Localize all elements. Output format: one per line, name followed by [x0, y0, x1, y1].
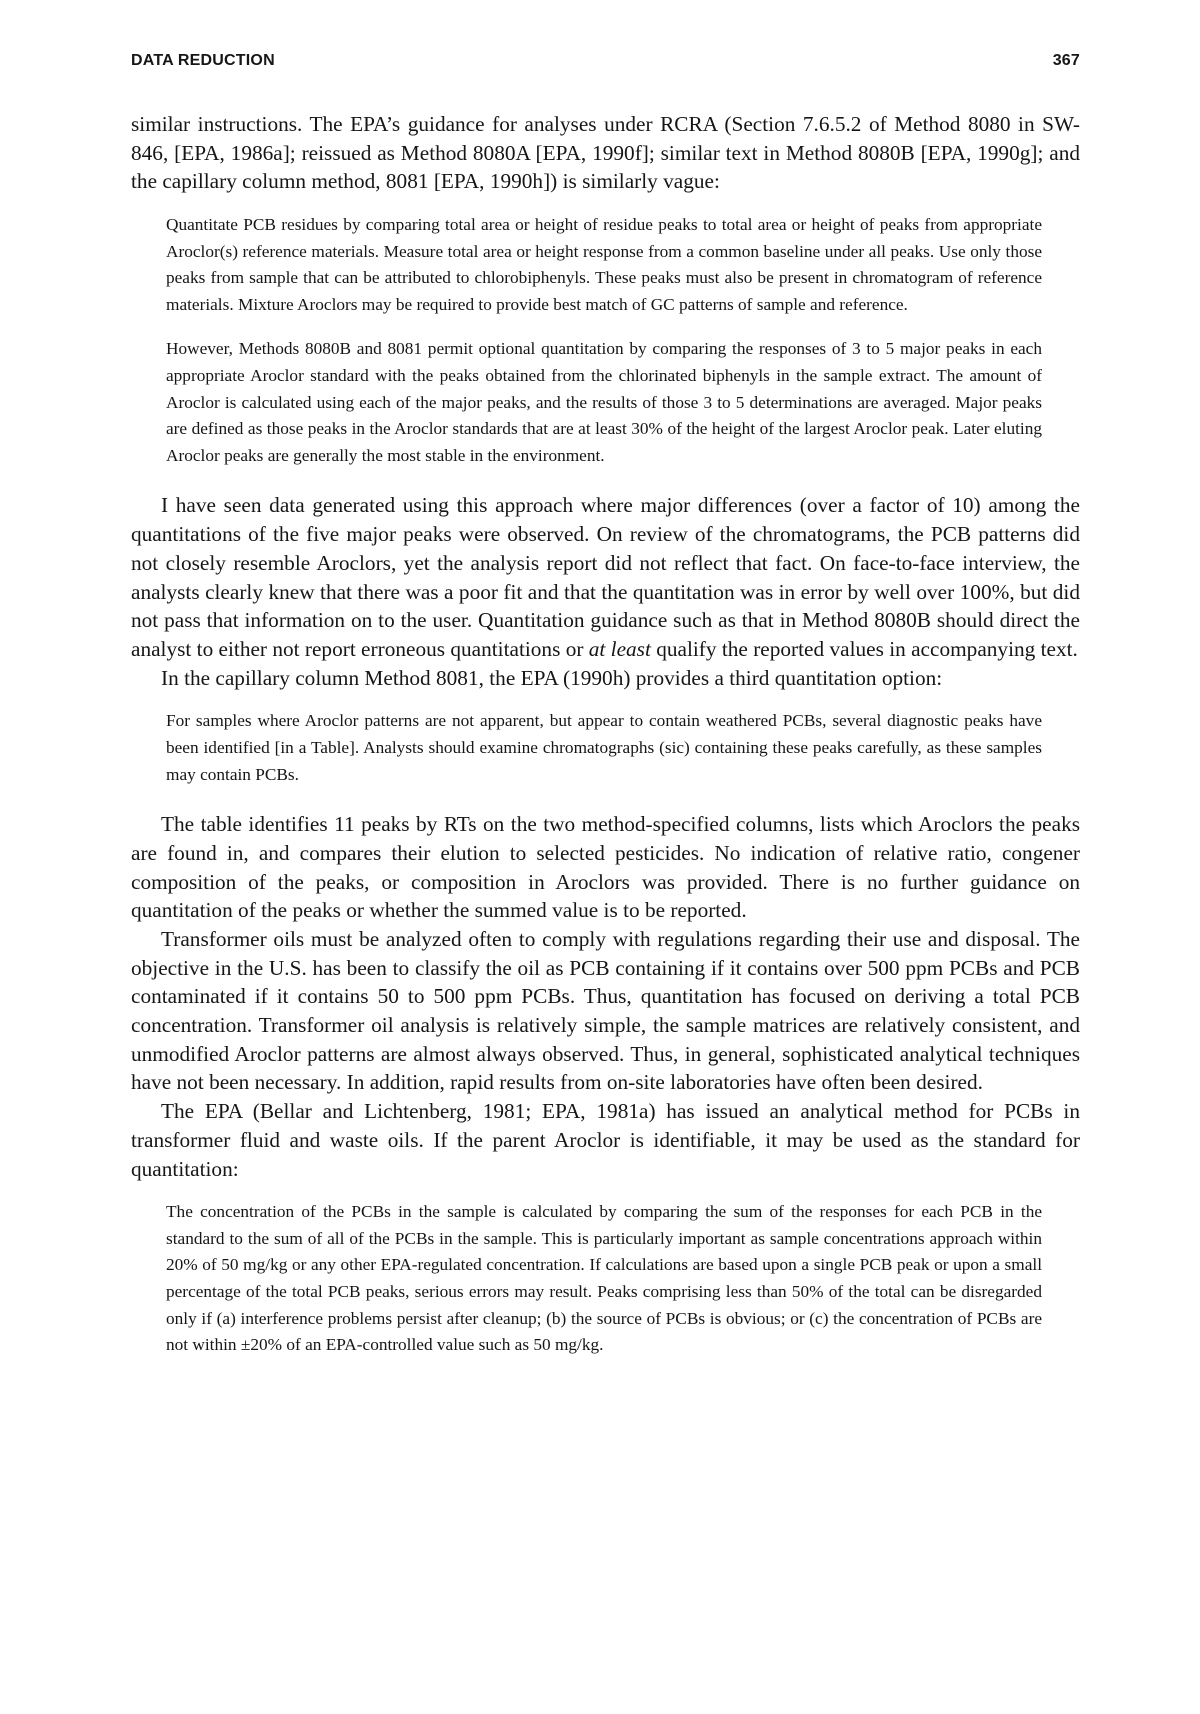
- block-quote-optional-quantitation: However, Methods 8080B and 8081 permit optional quantitation by comparing the responses of 3 to 5 major peaks in each appropriate Aroclor standard with the peaks obtained from the chlorinated biphenyls in the sample extract. The amount of Aroclor is calculated using each of the major peaks, and the results of those 3 to 5 determinations are averaged. Major peaks are defined as those peaks in the Aroclor standards that are at least 30% of the height of the largest Aroclor peak. Later eluting Aroclor peaks are generally the most stable in the environment.: [166, 339, 1042, 465]
- running-head: [131, 52, 1080, 70]
- paragraph-transformer-oils: Transformer oils must be analyzed often to comply with regulations regarding their use and disposal. The objective in the U.S. has been to classify the oil as PCB containing if it contains over 500 ppm PCBs and PCB contaminated if it contains 50 to 500 ppm PCBs. Thus, quantitation has focused on deriving a total PCB concentration. Transformer oil analysis is relatively simple, the sample matrices are relatively consistent, and unmodified Aroclor patterns are almost always observed. Thus, in general, sophisticated analytical techniques have not been necessary. In addition, rapid results from on-site laboratories have often been desired.: [131, 926, 1080, 1095]
- emphasis-at-least: at least: [588, 636, 651, 661]
- section-title: DATA REDUCTION: [131, 52, 275, 69]
- paragraph-third-option: In the capillary column Method 8081, the EPA (1990h) provides a third quantitation option:: [161, 665, 943, 690]
- block-quote-concentration: The concentration of the PCBs in the sample is calculated by comparing the sum of the responses for each PCB in the standard to the sum of all of the PCBs in the sample. This is particularly important as sample concentrations approach within 20% of 50 mg/kg or any other EPA-regulated concentration. If calculations are based upon a single PCB peak or upon a small percentage of the total PCB peaks, serious errors may result. Peaks comprising less than 50% of the total can be disregarded only if (a) interference problems persist after cleanup; (b) the source of PCBs is obvious; or (c) the concentration of PCBs are not within ±20% of an EPA-controlled value such as 50 mg/kg.: [166, 1202, 1042, 1355]
- block-quote-method-8080: Quantitate PCB residues by comparing total area or height of residue peaks to total area or height of peaks from appropriate Aroclor(s) reference materials. Measure total area or height response from a common baseline under all peaks. Use only those peaks from sample that can be attributed to chlorobiphenyls. These peaks must also be present in chromatogram of reference materials. Mixture Aroclors may be required to provide best match of GC patterns of sample and reference.: [166, 215, 1042, 314]
- page: [131, 52, 1080, 1359]
- page-number: 367: [1052, 52, 1080, 69]
- paragraph-text-part: qualify the reported values in accompanying text.: [650, 636, 1078, 661]
- block-quote-weathered-pcbs: For samples where Aroclor patterns are not apparent, but appear to contain weathered PCBs, several diagnostic peaks have been identified [in a Table]. Analysts should examine chromatographs (sic) containing these peaks carefully, as these samples may contain PCBs.: [166, 711, 1042, 784]
- paragraph-major-differences: [131, 491, 1080, 663]
- paragraph-text-part: I have seen data generated using this approach where major differences (over a factor of 10) among the quantitations of the five major peaks were observed. On review of the chromatograms, the PCB patterns did not closely resemble Aroclors, yet the analysis report did not reflect that fact. On face-to-face interview, the analysts clearly knew that there was a poor fit and that the quantitation was in error by well over 100%, but did not pass that information on to the user. Quantitation guidance such as that in Method 8080B should direct the analyst to either not report erroneous quantitations or: [131, 493, 1080, 661]
- paragraph-epa-method: The EPA (Bellar and Lichtenberg, 1981; EPA, 1981a) has issued an analytical method for PCBs in transformer fluid and waste oils. If the parent Aroclor is identifiable, it may be used as the standard for quantitation:: [131, 1099, 1080, 1181]
- paragraph-continuation: similar instructions. The EPA’s guidance for analyses under RCRA (Section 7.6.5.2 of Method 8080 in SW-846, [EPA, 1986a]; reissued as Method 8080A [EPA, 1990f]; similar text in Method 8080B [EPA, 1990g]; and the capillary column method, 8081 [EPA, 1990h]) is similarly vague:: [131, 112, 1080, 194]
- paragraph-table-peaks: The table identifies 11 peaks by RTs on the two method-specified columns, lists which Aroclors the peaks are found in, and compares their elution to selected pesticides. No indication of relative ratio, congener composition of the peaks, or composition in Aroclors was provided. There is no further guidance on quantitation of the peaks or whether the summed value is to be reported.: [131, 812, 1080, 923]
